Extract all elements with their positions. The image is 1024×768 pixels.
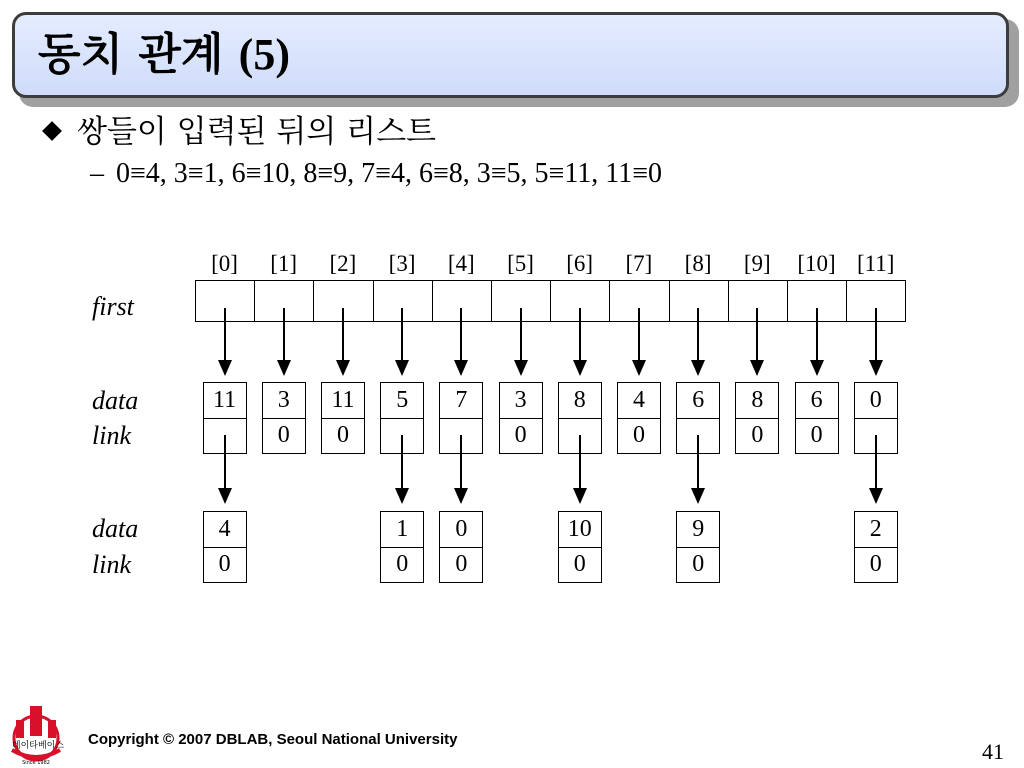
node-data: 4 bbox=[618, 383, 660, 419]
title-text: 동치 관계 bbox=[38, 29, 224, 80]
list-node bbox=[617, 382, 661, 454]
label-data-1: data bbox=[92, 386, 139, 415]
dblab-logo bbox=[0, 700, 76, 768]
node-data: 0 bbox=[855, 383, 897, 419]
node-data: 7 bbox=[440, 383, 482, 419]
label-data-2: data bbox=[92, 514, 139, 543]
index-label: [8] bbox=[684, 251, 712, 276]
pointer-arrow bbox=[816, 308, 818, 374]
node-link: 0 bbox=[455, 551, 468, 577]
copyright: Copyright © 2007 DBLAB, Seoul National University bbox=[88, 731, 458, 748]
node-data: 1 bbox=[381, 512, 423, 548]
bullet1-text: 쌍들이 입력된 뒤의 리스트 bbox=[77, 114, 436, 150]
label-link-2: link bbox=[92, 550, 131, 579]
node-data: 3 bbox=[263, 383, 305, 419]
pointer-arrow bbox=[401, 308, 403, 374]
list-node bbox=[735, 382, 779, 454]
title-number: (5) bbox=[238, 30, 290, 79]
node-data: 0 bbox=[440, 512, 482, 548]
label-first: first bbox=[92, 292, 134, 321]
index-label: [10] bbox=[797, 251, 836, 276]
index-label: [11] bbox=[856, 251, 895, 276]
pointer-arrow bbox=[579, 308, 581, 374]
list-node bbox=[795, 382, 839, 454]
node-link: 0 bbox=[218, 551, 231, 577]
node-link: 0 bbox=[810, 422, 823, 448]
label-link-1: link bbox=[92, 421, 131, 450]
node-data: 11 bbox=[322, 383, 364, 419]
pointer-arrow bbox=[342, 308, 344, 374]
pointer-arrow bbox=[460, 308, 462, 374]
pointer-arrow bbox=[224, 308, 226, 374]
diamond-bullet-icon bbox=[42, 121, 62, 141]
node-data: 5 bbox=[381, 383, 423, 419]
node-link: 0 bbox=[692, 551, 705, 577]
pointer-arrow bbox=[520, 308, 522, 374]
link-arrow bbox=[697, 435, 699, 502]
node-link: 0 bbox=[396, 551, 409, 577]
list-node bbox=[558, 511, 602, 583]
index-label: [9] bbox=[743, 251, 771, 276]
node-link: 0 bbox=[337, 422, 349, 448]
node-data: 2 bbox=[855, 512, 897, 548]
list-node bbox=[321, 382, 365, 454]
page-title bbox=[38, 30, 290, 80]
link-arrow bbox=[875, 435, 877, 502]
link-arrow bbox=[460, 435, 462, 502]
logo-since: Since 1982 bbox=[22, 760, 50, 766]
bullet-level1 bbox=[40, 112, 436, 152]
dash-bullet: – bbox=[90, 158, 104, 189]
node-data: 3 bbox=[500, 383, 542, 419]
list-node bbox=[499, 382, 543, 454]
index-label: [2] bbox=[329, 251, 357, 276]
node-data: 8 bbox=[736, 383, 778, 419]
list-node bbox=[262, 382, 306, 454]
index-label: [0] bbox=[211, 251, 238, 276]
index-label: [4] bbox=[447, 251, 475, 276]
pointer-arrow bbox=[638, 308, 640, 374]
list-node bbox=[203, 511, 247, 583]
pointer-arrow bbox=[875, 308, 877, 374]
index-label: [1] bbox=[270, 251, 298, 276]
node-data: 6 bbox=[677, 383, 719, 419]
link-arrow bbox=[401, 435, 403, 502]
link-arrow bbox=[224, 435, 226, 502]
logo-text: 데이타베이스 bbox=[11, 741, 65, 751]
node-data: 10 bbox=[559, 512, 601, 548]
node-data: 4 bbox=[204, 512, 246, 548]
link-arrow bbox=[579, 435, 581, 502]
node-link: 0 bbox=[573, 551, 586, 577]
node-data: 8 bbox=[559, 383, 601, 419]
list-node bbox=[676, 511, 720, 583]
index-label: [6] bbox=[566, 251, 594, 276]
list-node bbox=[380, 511, 424, 583]
index-label: [7] bbox=[625, 251, 653, 276]
index-label: [5] bbox=[507, 251, 534, 276]
node-link: 0 bbox=[751, 422, 764, 448]
bullet-level2 bbox=[90, 156, 662, 192]
index-label: [3] bbox=[388, 251, 416, 276]
node-link: 0 bbox=[869, 551, 882, 577]
pointer-arrow bbox=[697, 308, 699, 374]
list-node bbox=[439, 511, 483, 583]
bullet2-text: 0≡4, 3≡1, 6≡10, 8≡9, 7≡4, 6≡8, 3≡5, 5≡11, 11≡0 bbox=[116, 158, 663, 189]
node-data: 11 bbox=[204, 383, 246, 419]
node-data: 6 bbox=[796, 383, 838, 419]
node-data: 9 bbox=[677, 512, 719, 548]
list-node bbox=[854, 511, 898, 583]
node-link: 0 bbox=[277, 422, 290, 448]
node-link: 0 bbox=[633, 422, 645, 448]
pointer-arrow bbox=[283, 308, 285, 374]
pointer-arrow bbox=[756, 308, 758, 374]
node-link: 0 bbox=[514, 422, 527, 448]
page-number: 41 bbox=[982, 739, 1004, 764]
